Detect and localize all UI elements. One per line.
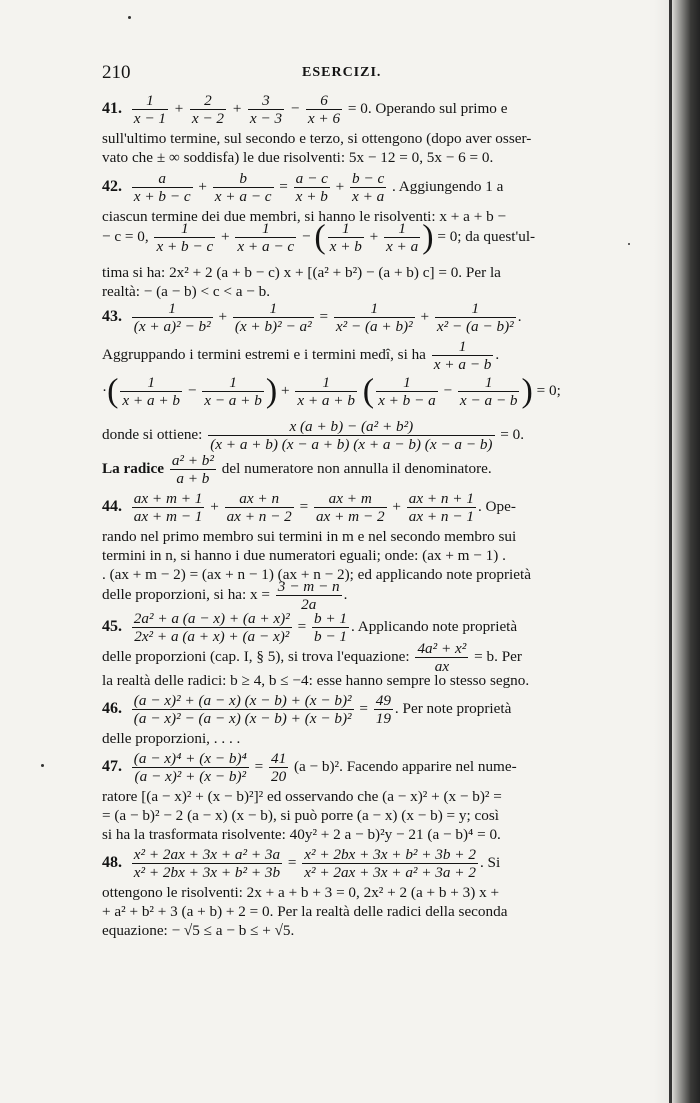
exercise-44-line-2: rando nel primo membro sui termini in m e nel secondo membro sui <box>102 528 517 545</box>
text-run: delle proporzioni (cap. I, § 5), si trova l'equazione: <box>102 647 410 665</box>
fraction <box>120 374 182 409</box>
exercise-41-line-3: vato che ± ∞ soddisfa) le due risolventi: 5x − 12 = 0, 5x − 6 = 0. <box>102 149 494 166</box>
fraction <box>432 338 494 373</box>
operator: = <box>287 853 297 871</box>
denominator: x − a + b <box>204 392 262 409</box>
denominator: x² − (a − b)² <box>436 318 514 335</box>
exercise-47-line-3: = (a − b)² − 2 (a − x) (x − b), si può porre (a − x) (x − b) = y; così <box>102 807 499 824</box>
text-run: . Ope- <box>477 497 516 515</box>
text-run: La radice <box>102 459 165 477</box>
operator: + <box>369 227 379 245</box>
text-run: . Per note proprietà <box>394 699 512 717</box>
exercise-45-line-2 <box>102 640 600 675</box>
denominator: ax + m − 1 <box>133 508 203 525</box>
denominator: x + a <box>386 238 419 255</box>
exercise-number: 42. <box>102 177 122 195</box>
fraction <box>334 300 415 335</box>
fraction <box>294 170 330 205</box>
fraction <box>302 846 478 881</box>
numerator: 1 <box>261 220 270 237</box>
operator: + <box>173 99 185 117</box>
text-run: del numeratore non annulla il denominatore. <box>221 459 492 477</box>
operator: − <box>443 381 453 399</box>
numerator: 1 <box>322 374 330 391</box>
exercise-42-line-4: tima si ha: 2x² + 2 (a + b − c) x + [(a² + b²) − (a + b) c] = 0. Per la <box>102 264 501 281</box>
fraction <box>132 846 282 881</box>
fraction <box>132 750 249 785</box>
text-run: = b. Per <box>474 647 522 665</box>
denominator: a + b <box>170 469 216 487</box>
fraction <box>269 750 288 785</box>
fraction <box>306 92 342 127</box>
numerator: 1 <box>269 300 278 317</box>
operator: + <box>231 99 243 117</box>
operator: − <box>289 99 301 117</box>
numerator: 2 <box>204 92 212 109</box>
numerator: 1 <box>341 220 350 237</box>
denominator: ax <box>415 657 468 675</box>
operator: + <box>392 497 401 515</box>
exercise-number: 47. <box>102 757 122 775</box>
numerator: 1 <box>370 300 379 317</box>
denominator: x − a − b <box>459 392 518 409</box>
exercise-44-line-3: termini in n, si hanno i due numeratori eguali; onde: (ax + m − 1) . <box>102 547 506 564</box>
denominator: x + b <box>295 188 328 205</box>
numerator: 3 − m − n <box>277 578 340 595</box>
fraction <box>132 490 205 525</box>
exercise-46-line-2: delle proporzioni, . . . . <box>102 730 241 747</box>
operator: + <box>335 177 345 195</box>
numerator: ax + n + 1 <box>408 490 474 507</box>
exercise-42-line-3 <box>102 220 600 255</box>
denominator: x + b − c <box>133 188 191 205</box>
fraction <box>435 300 516 335</box>
denominator: 19 <box>375 710 391 727</box>
denominator: 2a <box>276 595 342 613</box>
exercise-48-line-2: ottengono le risolventi: 2x + a + b + 3 = 0, 2x² + 2 (a + b + 3) x + <box>102 884 500 901</box>
text-run: = 0; da quest'ul- <box>437 227 536 245</box>
denominator: 2x² + a (a + x) + (a − x)² <box>132 627 292 645</box>
denominator: x − 3 <box>249 110 283 127</box>
fraction <box>384 220 420 255</box>
fraction <box>376 374 438 409</box>
exercise-43-line-4 <box>102 418 600 453</box>
exercise-42-line-2: ciascun termine dei due membri, si hanno le risolventi: x + a + b − <box>102 208 507 225</box>
denominator: x² + 2bx + 3x + b² + 3b <box>133 864 281 881</box>
numerator: b + 1 <box>313 610 347 627</box>
text-run: = 0. <box>500 425 525 443</box>
fraction <box>328 220 364 255</box>
exercise-45-line-3: la realtà delle radici: b ≥ 4, b ≤ −4: esse hanno sempre lo stesso segno. <box>102 672 530 689</box>
denominator: (x + b)² − a² <box>234 318 312 335</box>
text-run: . <box>343 585 348 603</box>
scan-speck <box>628 243 630 245</box>
denominator: x + b − a <box>378 392 436 409</box>
fraction <box>190 92 226 127</box>
numerator: 1 <box>403 374 411 391</box>
exercise-48-line-4: equazione: − √5 ≤ a − b ≤ + √5. <box>102 922 295 939</box>
exercise-48-line-3: + a² + b² + 3 (a + b) + 2 = 0. Per la realtà delle radici della seconda <box>102 903 508 920</box>
fraction <box>407 490 476 525</box>
numerator: ax + m <box>328 490 372 507</box>
operator: − <box>301 227 311 245</box>
numerator: 49 <box>375 692 391 709</box>
exercise-42-line-5: realtà: − (a − b) < c < a − b. <box>102 283 271 300</box>
exercise-number: 48. <box>102 853 122 871</box>
exercise-number: 45. <box>102 617 122 635</box>
scan-binding-shadow <box>654 0 700 1103</box>
denominator: ax + n − 1 <box>408 508 474 525</box>
denominator: (a − x)² − (a − x) (x − b) + (x − b)² <box>133 710 352 727</box>
exercise-48-line-1 <box>102 846 600 881</box>
denominator: x² + 2ax + 3x + a² + 3a + 2 <box>304 864 476 881</box>
fraction <box>374 692 393 727</box>
fraction <box>225 490 294 525</box>
exercise-44-line-5 <box>102 578 600 613</box>
denominator: ax + m − 2 <box>315 508 385 525</box>
exercise-47-line-1 <box>102 750 600 785</box>
numerator: (a − x)² + (a − x) (x − b) + (x − b)² <box>133 692 352 709</box>
operator: + <box>198 177 207 195</box>
text-run: . <box>495 345 500 363</box>
operator: + <box>420 307 430 325</box>
denominator: x + a + b <box>122 392 181 409</box>
denominator: x + a + b <box>297 392 355 409</box>
denominator: x + a − b <box>433 356 492 373</box>
fraction <box>132 92 168 127</box>
exercise-number: 44. <box>102 497 122 515</box>
operator: = <box>254 757 264 775</box>
operator: − <box>187 381 197 399</box>
numerator: ax + n <box>239 490 280 507</box>
exercise-43-line-2 <box>102 338 600 373</box>
right-paren: ) <box>265 372 278 410</box>
denominator: 20 <box>270 768 287 785</box>
exercise-42-line-1 <box>102 170 600 205</box>
exercise-number: 41. <box>102 99 122 117</box>
numerator: 1 <box>471 300 480 317</box>
exercise-43-line-5 <box>102 452 600 487</box>
denominator: b − 1 <box>313 628 347 645</box>
numerator: ax + m + 1 <box>133 490 203 507</box>
page-header <box>102 62 600 86</box>
fraction <box>295 374 357 409</box>
numerator: 1 <box>147 374 155 391</box>
numerator: 1 <box>181 220 189 237</box>
denominator: x − 2 <box>191 110 225 127</box>
fraction <box>213 170 274 205</box>
fraction <box>314 490 387 525</box>
scan-edge-line <box>669 0 672 1103</box>
fraction <box>208 418 494 453</box>
text-run: . Applicando note proprietà <box>350 617 518 635</box>
operator: = <box>297 617 307 635</box>
denominator: (x + a)² − b² <box>133 318 211 335</box>
operator: + <box>218 307 228 325</box>
numerator: x² + 2ax + 3x + a² + 3a <box>133 846 281 863</box>
operator: + <box>221 227 230 245</box>
right-paren: ) <box>521 372 533 410</box>
exercise-43-line-1 <box>102 300 600 335</box>
numerator: 3 <box>262 92 270 109</box>
fraction <box>233 300 314 335</box>
left-paren: ( <box>107 372 119 410</box>
fraction <box>415 640 468 675</box>
denominator: x + a − c <box>237 238 295 255</box>
exercise-41-line-1 <box>102 92 600 127</box>
numerator: b <box>239 170 247 187</box>
operator: + <box>280 381 290 399</box>
numerator: 1 <box>484 374 493 391</box>
operator: = <box>299 497 309 515</box>
exercise-46-line-1 <box>102 692 600 727</box>
numerator: 4a² + x² <box>417 640 467 657</box>
text-run: . Aggiungendo 1 a <box>392 177 504 195</box>
numerator: x (a + b) − (a² + b²) <box>289 418 414 435</box>
denominator: x + a − c <box>214 188 272 205</box>
numerator: 2a² + a (a − x) + (a + x)² <box>133 610 290 627</box>
numerator: 1 <box>458 338 467 355</box>
text-run: − c = 0, <box>102 227 149 245</box>
denominator: x + 6 <box>307 110 341 127</box>
page-number: 210 <box>102 62 131 83</box>
numerator: (a − x)⁴ + (x − b)⁴ <box>133 750 247 767</box>
exercise-44-line-4: . (ax + m − 2) = (ax + n − 1) (ax + n − 2); ed applicando note proprietà <box>102 566 531 583</box>
denominator: x + b − c <box>156 238 214 255</box>
operator: = <box>359 699 368 717</box>
numerator: b − c <box>352 170 385 187</box>
fraction <box>276 578 342 613</box>
numerator: 6 <box>320 92 328 109</box>
left-paren: ( <box>362 372 375 410</box>
exercise-number: 46. <box>102 699 122 717</box>
fraction <box>132 170 193 205</box>
text-run: Aggruppando i termini estremi e i termini medî, si ha <box>102 345 426 363</box>
fraction <box>350 170 386 205</box>
numerator: 1 <box>146 92 154 109</box>
denominator: (x + a + b) (x − a + b) (x + a − b) (x − a − b) <box>210 436 493 453</box>
text-run: · <box>102 381 108 399</box>
scan-speck <box>128 16 131 19</box>
exercise-41-line-2: sull'ultimo termine, sul secondo e terzo, si ottengono (dopo aver osser- <box>102 130 532 147</box>
text-run: = 0; <box>536 381 561 399</box>
scan-speck <box>41 764 44 767</box>
text-run: = 0. Operando sul primo e <box>347 99 508 117</box>
operator: = <box>279 177 288 195</box>
text-run: (a − b)². Facendo apparire nel nume- <box>293 757 517 775</box>
denominator: x + b <box>329 238 362 255</box>
denominator: x + a <box>352 188 385 205</box>
numerator: a <box>158 170 166 187</box>
exercise-47-line-4: si ha la trasformata risolvente: 40y² + 2 a − b)²y − 21 (a − b)⁴ = 0. <box>102 826 501 843</box>
operator: = <box>319 307 329 325</box>
fraction <box>132 692 354 727</box>
left-paren: ( <box>314 218 326 256</box>
text-run: donde si ottiene: <box>102 425 203 443</box>
right-paren: ) <box>422 218 434 256</box>
numerator: a² + b² <box>171 452 214 469</box>
text-run: . <box>517 307 522 325</box>
fraction <box>132 300 213 335</box>
running-head: ESERCIZI. <box>302 65 382 80</box>
numerator: 41 <box>270 750 287 767</box>
fraction <box>458 374 520 409</box>
denominator: (a − x)² + (x − b)² <box>132 767 249 785</box>
fraction <box>248 92 284 127</box>
fraction <box>170 452 216 487</box>
exercise-43-line-3 <box>102 374 600 409</box>
numerator: 1 <box>398 220 406 237</box>
exercise-number: 43. <box>102 307 122 325</box>
denominator: ax + n − 2 <box>226 508 292 525</box>
fraction <box>202 374 264 409</box>
exercise-47-line-2: ratore [(a − x)² + (x − b)²]² ed osservando che (a − x)² + (x − b)² = <box>102 788 502 805</box>
text-run: delle proporzioni, si ha: x = <box>102 585 270 603</box>
numerator: 1 <box>229 374 237 391</box>
text-run: . Si <box>479 853 501 871</box>
denominator: x − 1 <box>133 110 166 127</box>
operator: + <box>210 497 219 515</box>
fraction <box>235 220 296 255</box>
exercise-44-line-1 <box>102 490 600 525</box>
numerator: x² + 2bx + 3x + b² + 3b + 2 <box>304 846 476 863</box>
numerator: 1 <box>168 300 177 317</box>
numerator: a − c <box>295 170 328 187</box>
denominator: x² − (a + b)² <box>335 318 413 335</box>
fraction <box>154 220 215 255</box>
